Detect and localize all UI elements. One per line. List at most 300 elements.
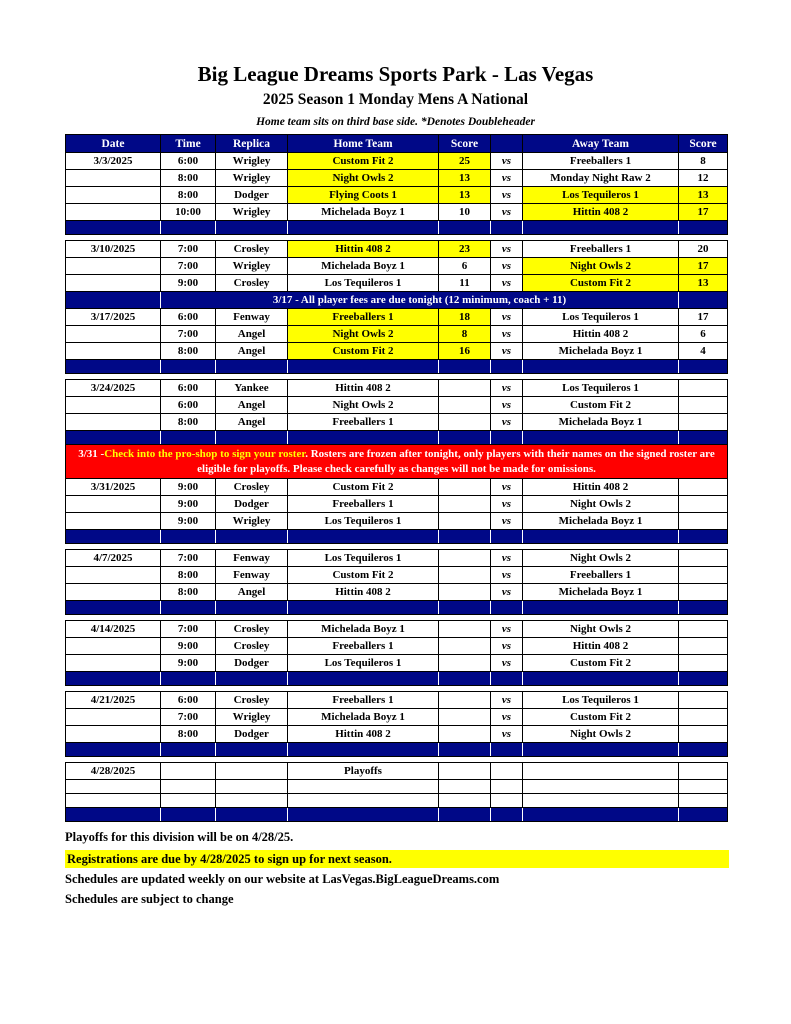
empty-row bbox=[66, 780, 728, 794]
separator-cell bbox=[679, 743, 728, 757]
vs-cell: vs bbox=[491, 204, 523, 221]
away-score-cell: 17 bbox=[679, 309, 728, 326]
game-row bbox=[66, 380, 728, 397]
replica-cell: Wrigley bbox=[216, 709, 288, 726]
separator-cell bbox=[679, 601, 728, 615]
time-cell: 6:00 bbox=[161, 380, 216, 397]
vs-cell: vs bbox=[491, 397, 523, 414]
roster-banner-prefix: 3/31 - bbox=[78, 448, 105, 460]
date-cell bbox=[66, 326, 161, 343]
home-score-cell bbox=[439, 763, 491, 780]
separator-cell bbox=[216, 672, 288, 686]
home-team-cell: Custom Fit 2 bbox=[288, 343, 439, 360]
replica-cell: Angel bbox=[216, 326, 288, 343]
game-row bbox=[66, 153, 728, 170]
home-team-cell: Custom Fit 2 bbox=[288, 153, 439, 170]
date-cell bbox=[66, 204, 161, 221]
away-team-cell: Night Owls 2 bbox=[523, 496, 679, 513]
separator-cell bbox=[491, 360, 523, 374]
away-score-cell bbox=[679, 567, 728, 584]
separator-row bbox=[66, 431, 728, 445]
separator-cell bbox=[288, 601, 439, 615]
vs-cell: vs bbox=[491, 567, 523, 584]
replica-cell: Crosley bbox=[216, 621, 288, 638]
vs-cell: vs bbox=[491, 326, 523, 343]
time-cell: 8:00 bbox=[161, 414, 216, 431]
replica-cell: Wrigley bbox=[216, 170, 288, 187]
away-team-cell: Custom Fit 2 bbox=[523, 275, 679, 292]
replica-cell: Wrigley bbox=[216, 513, 288, 530]
away-team-cell bbox=[523, 763, 679, 780]
game-row bbox=[66, 621, 728, 638]
date-cell bbox=[66, 414, 161, 431]
separator-cell bbox=[66, 672, 161, 686]
home-score-cell: 8 bbox=[439, 326, 491, 343]
vs-cell: vs bbox=[491, 709, 523, 726]
vs-cell: vs bbox=[491, 241, 523, 258]
separator-cell bbox=[161, 808, 216, 822]
game-row bbox=[66, 309, 728, 326]
separator-cell bbox=[523, 672, 679, 686]
time-cell: 8:00 bbox=[161, 726, 216, 743]
game-row bbox=[66, 567, 728, 584]
footer-change-note: Schedules are subject to change bbox=[65, 892, 234, 906]
separator-cell bbox=[679, 221, 728, 235]
separator-cell bbox=[288, 431, 439, 445]
away-team-cell: Night Owls 2 bbox=[523, 621, 679, 638]
separator-cell bbox=[288, 360, 439, 374]
vs-cell bbox=[491, 763, 523, 780]
time-cell: 8:00 bbox=[161, 343, 216, 360]
date-cell: 4/21/2025 bbox=[66, 692, 161, 709]
date-cell: 4/14/2025 bbox=[66, 621, 161, 638]
separator-cell bbox=[679, 530, 728, 544]
separator-cell bbox=[523, 431, 679, 445]
separator-cell bbox=[491, 601, 523, 615]
roster-banner-rest: . Rosters are frozen after tonight, only players with their names on the signed roster are eligible for playoffs. Please check carefully as changes will not be made for omissions. bbox=[197, 448, 715, 475]
separator-cell bbox=[161, 530, 216, 544]
home-score-cell: 6 bbox=[439, 258, 491, 275]
time-cell: 9:00 bbox=[161, 275, 216, 292]
home-team-cell: Hittin 408 2 bbox=[288, 584, 439, 601]
away-score-cell: 17 bbox=[679, 204, 728, 221]
time-cell: 8:00 bbox=[161, 567, 216, 584]
away-score-cell bbox=[679, 655, 728, 672]
away-team-cell: Custom Fit 2 bbox=[523, 397, 679, 414]
page-title: Big League Dreams Sports Park - Las Vegas bbox=[197, 62, 594, 86]
home-team-cell: Los Tequileros 1 bbox=[288, 550, 439, 567]
separator-cell bbox=[439, 672, 491, 686]
replica-cell: Crosley bbox=[216, 241, 288, 258]
vs-cell: vs bbox=[491, 550, 523, 567]
away-score-cell bbox=[679, 496, 728, 513]
date-cell bbox=[66, 584, 161, 601]
separator-cell bbox=[523, 601, 679, 615]
time-cell: 7:00 bbox=[161, 709, 216, 726]
replica-cell bbox=[216, 794, 288, 808]
date-cell: 3/24/2025 bbox=[66, 380, 161, 397]
date-cell bbox=[66, 780, 161, 794]
away-team-cell: Hittin 408 2 bbox=[523, 638, 679, 655]
separator-cell bbox=[66, 743, 161, 757]
separator-cell bbox=[216, 530, 288, 544]
home-score-cell: 13 bbox=[439, 170, 491, 187]
separator-cell bbox=[491, 808, 523, 822]
replica-cell: Crosley bbox=[216, 638, 288, 655]
away-score-cell: 12 bbox=[679, 170, 728, 187]
away-score-cell: 20 bbox=[679, 241, 728, 258]
home-score-cell bbox=[439, 621, 491, 638]
separator-cell bbox=[679, 808, 728, 822]
separator-cell bbox=[679, 672, 728, 686]
date-cell bbox=[66, 513, 161, 530]
game-row bbox=[66, 479, 728, 496]
separator-cell bbox=[679, 431, 728, 445]
separator-cell bbox=[439, 360, 491, 374]
replica-cell: Dodger bbox=[216, 726, 288, 743]
game-row bbox=[66, 550, 728, 567]
replica-cell: Crosley bbox=[216, 275, 288, 292]
separator-cell bbox=[523, 743, 679, 757]
time-cell: 8:00 bbox=[161, 584, 216, 601]
separator-cell bbox=[679, 360, 728, 374]
time-cell: 6:00 bbox=[161, 309, 216, 326]
home-score-cell bbox=[439, 692, 491, 709]
home-score-cell bbox=[439, 780, 491, 794]
date-cell bbox=[66, 709, 161, 726]
date-cell bbox=[66, 397, 161, 414]
replica-cell bbox=[216, 780, 288, 794]
separator-cell bbox=[523, 360, 679, 374]
vs-cell bbox=[491, 780, 523, 794]
separator-cell bbox=[439, 221, 491, 235]
separator-cell bbox=[161, 221, 216, 235]
vs-cell: vs bbox=[491, 170, 523, 187]
date-cell: 3/3/2025 bbox=[66, 153, 161, 170]
footer-website-note: Schedules are updated weekly on our website at LasVegas.BigLeagueDreams.com bbox=[65, 872, 500, 886]
vs-cell: vs bbox=[491, 309, 523, 326]
away-score-cell: 8 bbox=[679, 153, 728, 170]
away-team-cell bbox=[523, 780, 679, 794]
game-row bbox=[66, 204, 728, 221]
separator-cell bbox=[66, 431, 161, 445]
away-score-cell bbox=[679, 621, 728, 638]
home-score-cell bbox=[439, 794, 491, 808]
schedule-table-body bbox=[66, 153, 728, 822]
replica-cell: Dodger bbox=[216, 655, 288, 672]
separator-cell bbox=[439, 743, 491, 757]
date-cell: 3/10/2025 bbox=[66, 241, 161, 258]
home-score-cell bbox=[439, 550, 491, 567]
date-cell: 3/17/2025 bbox=[66, 309, 161, 326]
away-team-cell: Hittin 408 2 bbox=[523, 204, 679, 221]
table-header-row bbox=[66, 135, 728, 153]
away-team-cell: Hittin 408 2 bbox=[523, 326, 679, 343]
header-away-score: Score bbox=[679, 135, 728, 153]
header-date: Date bbox=[66, 135, 161, 153]
vs-cell: vs bbox=[491, 414, 523, 431]
separator-cell bbox=[161, 743, 216, 757]
banner-side-cell bbox=[679, 292, 728, 309]
home-team-cell: Night Owls 2 bbox=[288, 397, 439, 414]
away-score-cell bbox=[679, 513, 728, 530]
roster-banner-row bbox=[66, 445, 728, 479]
game-row bbox=[66, 496, 728, 513]
vs-cell: vs bbox=[491, 726, 523, 743]
separator-cell bbox=[288, 221, 439, 235]
away-score-cell bbox=[679, 584, 728, 601]
empty-row bbox=[66, 794, 728, 808]
playoffs-row bbox=[66, 763, 728, 780]
away-score-cell: 4 bbox=[679, 343, 728, 360]
vs-cell: vs bbox=[491, 513, 523, 530]
time-cell: 6:00 bbox=[161, 692, 216, 709]
game-row bbox=[66, 241, 728, 258]
separator-cell bbox=[216, 221, 288, 235]
game-row bbox=[66, 414, 728, 431]
vs-cell: vs bbox=[491, 638, 523, 655]
home-score-cell bbox=[439, 655, 491, 672]
header-time: Time bbox=[161, 135, 216, 153]
separator-cell bbox=[216, 431, 288, 445]
home-team-cell: Los Tequileros 1 bbox=[288, 513, 439, 530]
time-cell: 9:00 bbox=[161, 655, 216, 672]
separator-cell bbox=[66, 808, 161, 822]
home-team-cell: Custom Fit 2 bbox=[288, 479, 439, 496]
away-team-cell: Night Owls 2 bbox=[523, 550, 679, 567]
vs-cell: vs bbox=[491, 584, 523, 601]
separator-cell bbox=[161, 360, 216, 374]
separator-cell bbox=[66, 601, 161, 615]
away-score-cell bbox=[679, 550, 728, 567]
away-score-cell bbox=[679, 692, 728, 709]
separator-cell bbox=[161, 431, 216, 445]
fees-due-banner-row bbox=[66, 292, 728, 309]
away-score-cell bbox=[679, 726, 728, 743]
home-team-cell: Los Tequileros 1 bbox=[288, 275, 439, 292]
separator-cell bbox=[216, 360, 288, 374]
away-team-cell: Monday Night Raw 2 bbox=[523, 170, 679, 187]
away-team-cell: Michelada Boyz 1 bbox=[523, 414, 679, 431]
date-cell bbox=[66, 170, 161, 187]
separator-cell bbox=[216, 808, 288, 822]
away-team-cell bbox=[523, 794, 679, 808]
game-row bbox=[66, 638, 728, 655]
game-row bbox=[66, 275, 728, 292]
replica-cell: Yankee bbox=[216, 380, 288, 397]
replica-cell: Wrigley bbox=[216, 204, 288, 221]
home-team-cell: Michelada Boyz 1 bbox=[288, 621, 439, 638]
away-team-cell: Los Tequileros 1 bbox=[523, 380, 679, 397]
home-team-cell: Freeballers 1 bbox=[288, 638, 439, 655]
away-team-cell: Freeballers 1 bbox=[523, 567, 679, 584]
away-score-cell bbox=[679, 414, 728, 431]
separator-cell bbox=[216, 601, 288, 615]
replica-cell: Angel bbox=[216, 397, 288, 414]
separator-cell bbox=[288, 743, 439, 757]
date-cell bbox=[66, 655, 161, 672]
game-row bbox=[66, 726, 728, 743]
away-team-cell: Los Tequileros 1 bbox=[523, 309, 679, 326]
banner-side-cell bbox=[66, 292, 161, 309]
vs-cell: vs bbox=[491, 258, 523, 275]
separator-cell bbox=[439, 530, 491, 544]
away-score-cell bbox=[679, 397, 728, 414]
home-score-cell bbox=[439, 584, 491, 601]
replica-cell: Fenway bbox=[216, 550, 288, 567]
away-score-cell: 13 bbox=[679, 275, 728, 292]
header-vs bbox=[491, 135, 523, 153]
time-cell: 7:00 bbox=[161, 326, 216, 343]
replica-cell: Fenway bbox=[216, 567, 288, 584]
away-team-cell: Michelada Boyz 1 bbox=[523, 513, 679, 530]
separator-cell bbox=[439, 601, 491, 615]
replica-cell: Angel bbox=[216, 414, 288, 431]
away-score-cell bbox=[679, 780, 728, 794]
away-team-cell: Freeballers 1 bbox=[523, 153, 679, 170]
footer bbox=[65, 829, 729, 908]
separator-cell bbox=[288, 808, 439, 822]
home-score-cell bbox=[439, 397, 491, 414]
home-team-cell: Freeballers 1 bbox=[288, 309, 439, 326]
vs-cell: vs bbox=[491, 343, 523, 360]
time-cell: 8:00 bbox=[161, 187, 216, 204]
separator-cell bbox=[161, 601, 216, 615]
home-team-cell: Custom Fit 2 bbox=[288, 567, 439, 584]
date-cell bbox=[66, 496, 161, 513]
header-home-score: Score bbox=[439, 135, 491, 153]
home-team-cell bbox=[288, 794, 439, 808]
home-team-cell: Hittin 408 2 bbox=[288, 726, 439, 743]
replica-cell: Dodger bbox=[216, 496, 288, 513]
separator-row bbox=[66, 530, 728, 544]
game-row bbox=[66, 187, 728, 204]
home-score-cell: 11 bbox=[439, 275, 491, 292]
vs-cell: vs bbox=[491, 153, 523, 170]
roster-banner-text bbox=[66, 445, 728, 479]
home-score-cell bbox=[439, 513, 491, 530]
time-cell bbox=[161, 780, 216, 794]
separator-cell bbox=[216, 743, 288, 757]
game-row bbox=[66, 170, 728, 187]
date-cell bbox=[66, 726, 161, 743]
page-note: Home team sits on third base side. *Denotes Doubleheader bbox=[256, 116, 535, 128]
replica-cell: Wrigley bbox=[216, 153, 288, 170]
time-cell: 6:00 bbox=[161, 153, 216, 170]
date-cell bbox=[66, 258, 161, 275]
separator-cell bbox=[66, 360, 161, 374]
game-row bbox=[66, 343, 728, 360]
replica-cell: Fenway bbox=[216, 309, 288, 326]
home-score-cell bbox=[439, 567, 491, 584]
home-team-cell: Night Owls 2 bbox=[288, 170, 439, 187]
fees-due-banner-text: 3/17 - All player fees are due tonight (12 minimum, coach + 11) bbox=[161, 292, 679, 309]
game-row bbox=[66, 709, 728, 726]
home-team-cell: Hittin 408 2 bbox=[288, 241, 439, 258]
game-row bbox=[66, 513, 728, 530]
home-score-cell bbox=[439, 479, 491, 496]
away-score-cell bbox=[679, 380, 728, 397]
vs-cell: vs bbox=[491, 621, 523, 638]
vs-cell: vs bbox=[491, 692, 523, 709]
time-cell: 9:00 bbox=[161, 479, 216, 496]
separator-cell bbox=[491, 743, 523, 757]
away-team-cell: Michelada Boyz 1 bbox=[523, 343, 679, 360]
vs-cell: vs bbox=[491, 275, 523, 292]
page-subtitle: 2025 Season 1 Monday Mens A National bbox=[262, 91, 529, 108]
home-score-cell bbox=[439, 638, 491, 655]
separator-cell bbox=[288, 672, 439, 686]
separator-cell bbox=[491, 530, 523, 544]
away-team-cell: Los Tequileros 1 bbox=[523, 692, 679, 709]
time-cell: 9:00 bbox=[161, 513, 216, 530]
home-score-cell bbox=[439, 709, 491, 726]
separator-cell bbox=[523, 808, 679, 822]
vs-cell: vs bbox=[491, 496, 523, 513]
separator-row bbox=[66, 360, 728, 374]
separator-cell bbox=[491, 672, 523, 686]
time-cell: 10:00 bbox=[161, 204, 216, 221]
separator-cell bbox=[491, 431, 523, 445]
separator-cell bbox=[491, 221, 523, 235]
separator-cell bbox=[439, 808, 491, 822]
home-team-cell bbox=[288, 780, 439, 794]
header-replica: Replica bbox=[216, 135, 288, 153]
date-cell bbox=[66, 794, 161, 808]
game-row bbox=[66, 584, 728, 601]
home-score-cell: 10 bbox=[439, 204, 491, 221]
game-row bbox=[66, 258, 728, 275]
away-team-cell: Night Owls 2 bbox=[523, 258, 679, 275]
separator-row bbox=[66, 808, 728, 822]
home-score-cell: 23 bbox=[439, 241, 491, 258]
home-score-cell: 25 bbox=[439, 153, 491, 170]
replica-cell bbox=[216, 763, 288, 780]
home-team-cell: Flying Coots 1 bbox=[288, 187, 439, 204]
date-cell bbox=[66, 638, 161, 655]
home-team-cell: Michelada Boyz 1 bbox=[288, 709, 439, 726]
home-score-cell bbox=[439, 380, 491, 397]
home-score-cell: 13 bbox=[439, 187, 491, 204]
time-cell: 9:00 bbox=[161, 496, 216, 513]
time-cell bbox=[161, 794, 216, 808]
time-cell: 7:00 bbox=[161, 621, 216, 638]
away-team-cell: Hittin 408 2 bbox=[523, 479, 679, 496]
home-score-cell: 18 bbox=[439, 309, 491, 326]
time-cell: 7:00 bbox=[161, 241, 216, 258]
home-team-cell: Freeballers 1 bbox=[288, 692, 439, 709]
away-team-cell: Michelada Boyz 1 bbox=[523, 584, 679, 601]
time-cell: 8:00 bbox=[161, 170, 216, 187]
home-team-cell: Freeballers 1 bbox=[288, 496, 439, 513]
date-cell bbox=[66, 275, 161, 292]
separator-row bbox=[66, 221, 728, 235]
vs-cell: vs bbox=[491, 655, 523, 672]
separator-cell bbox=[523, 221, 679, 235]
separator-cell bbox=[523, 530, 679, 544]
footer-playoffs-note: Playoffs for this division will be on 4/28/25. bbox=[65, 830, 294, 844]
home-score-cell bbox=[439, 726, 491, 743]
away-score-cell bbox=[679, 479, 728, 496]
date-cell bbox=[66, 187, 161, 204]
separator-cell bbox=[439, 431, 491, 445]
replica-cell: Angel bbox=[216, 343, 288, 360]
home-team-cell: Playoffs bbox=[288, 763, 439, 780]
separator-cell bbox=[288, 530, 439, 544]
header-home-team: Home Team bbox=[288, 135, 439, 153]
replica-cell: Crosley bbox=[216, 692, 288, 709]
date-cell bbox=[66, 567, 161, 584]
